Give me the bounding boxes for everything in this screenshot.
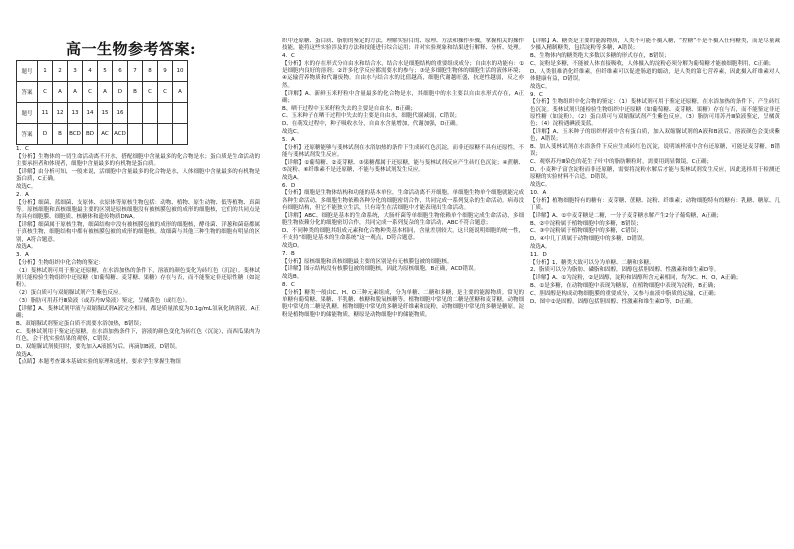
table-cell: 13 — [68, 103, 83, 124]
table-row — [17, 61, 188, 82]
paragraph: 【详解】ABC、细胞是基本的生命系统，大肠杆菌等单细胞生物依赖单个细胞完成生命活动，多细胞生物依赖分化的细胞密切合作，共同完成一系列复杂的生命活动，ABC不符合题意； — [282, 212, 524, 227]
table-cell: 3 — [68, 61, 83, 82]
table-cell: 题号 — [17, 103, 38, 124]
table-cell: 5 — [98, 61, 113, 82]
table-cell — [158, 124, 173, 145]
table-cell: 10 — [173, 61, 188, 82]
paragraph: 【详解】①葡萄糖、②麦芽糖、③果糖都属于还原糖，能与斐林试剂反应产生砖红色沉淀；④蔗糖、⑤淀粉、⑥纤维素不是还原糖，不能与斐林试剂发生反应。 — [282, 159, 524, 174]
paragraph: 故选C。 — [530, 83, 551, 90]
paragraph: （2）蛋白质可与双缩脲试剂产生紫色反应。 — [16, 290, 125, 297]
paragraph: 故选B。 — [282, 274, 303, 281]
paragraph: 故选C。 — [530, 182, 551, 189]
paragraph: 11．D — [530, 251, 547, 258]
table-row — [17, 124, 188, 145]
table-cell: C — [38, 82, 53, 103]
table-cell: A — [53, 82, 68, 103]
table-cell: 7 — [128, 61, 143, 82]
paragraph: B、晒干过程中玉米籽粒失去的主要是自由水，B正确； — [282, 105, 417, 112]
table-cell: A — [68, 82, 83, 103]
paragraph: B、加入斐林试剂在水浴条件下反应生成砖红色沉淀，说明该样液中含有还原糖，可能是麦芽糖，B错误； — [530, 144, 780, 158]
paragraph: 3．A — [16, 252, 29, 259]
table-cell: ACD — [113, 124, 128, 145]
table-cell — [128, 103, 143, 124]
paragraph: 故选D。 — [282, 243, 303, 250]
paragraph: 故选A。 — [16, 244, 37, 251]
paragraph: 【详解】细菌属于原核生物，细菌结构中没有被核膜包被的成形的细胞核，酵母菌、洋葱和菌菇都属于真核生物，细胞结构中都有被核膜包被的成形的细胞核。故细菌与其他三种生物的细胞有明显的区别，A符合题意。 — [16, 221, 260, 243]
table-cell — [173, 103, 188, 124]
paragraph: D、小麦种子富含淀粉而非还原糖，需要将淀粉水解后才能与斐林试剂发生反应，因此选择用于检测还原糖的实验材料不合适，D错误。 — [530, 167, 780, 181]
paragraph: 【详解】A、糖类是主要的能源物质，人类不可能不摄入糖，“控糖”不是不摄入任何糖类，而是尽量减少摄入精制糖类，包括淀粉等多糖，A错误； — [530, 38, 780, 52]
paragraph: 9．C — [530, 91, 543, 98]
paragraph: C、观察苏丹Ⅲ染色的花生子叶中的脂肪颗粒时，需要用到显微镜，C正确； — [530, 159, 712, 166]
table-cell: A — [173, 82, 188, 103]
table-cell — [143, 103, 158, 124]
paragraph: 7．B — [282, 250, 295, 257]
table-cell: 15 — [98, 103, 113, 124]
paragraph: D、双缩脲试剂使用时，要先加入A液摇匀后，再滴加B液，D错误。 — [16, 343, 181, 350]
table-cell: 16 — [113, 103, 128, 124]
paragraph: C、淀粉是多糖，不能被人体直接吸收，人体摄入的淀粉必须分解为葡萄糖才能被细胞利用，C正确； — [530, 60, 775, 67]
paragraph: 【详解】A、斐林试剂甲液与双缩脲试剂A液完全相同，都是质量浓度为0.1g/mL氢氧化钠溶液，A正确； — [16, 305, 260, 320]
paragraph: 【分析】原核细胞和真核细胞最主要的区别是有无核膜包被的细胞核。 — [282, 258, 453, 265]
paragraph: 5．A — [282, 136, 295, 143]
column-2 — [282, 38, 524, 543]
table-cell: 2 — [53, 61, 68, 82]
paragraph: 2．A — [16, 191, 29, 198]
table-cell: D — [113, 82, 128, 103]
paragraph: 2、脂质可以分为脂肪、磷脂和固醇，固醇包括胆固醇、性激素和维生素D等。 — [530, 267, 720, 274]
paragraph: B、②中淀粉属于植物细胞中的多糖，B错误； — [530, 220, 642, 227]
table-cell: BD — [83, 124, 98, 145]
paragraph: D、人类很难消化纤维素，但纤维素可以促进肠道的蠕动，是人类的第七营养素，因此摄入纤维素对人体健康有益，D错误。 — [530, 68, 780, 82]
paragraph: 故选A。 — [16, 351, 37, 358]
paragraph: D、图中②是固醇，固醇包括胆固醇、性激素和维生素D等，D正确。 — [530, 298, 697, 305]
paragraph: 6．D — [282, 182, 296, 189]
table-cell — [143, 124, 158, 145]
table-cell: 答案 — [17, 124, 38, 145]
paragraph: C、斐林试剂用于鉴定还原糖，在水浴加热条件下，溶液的颜色变化为砖红色（沉淀），而西瓜果肉为红色，会干扰实验结果的观察，C错误； — [16, 328, 260, 342]
paragraph: D、在萌发过程中，种子吸收水分，自由水含量增加，代谢加强，D正确。 — [282, 121, 461, 128]
paragraph: C、③中淀粉属于植物细胞中的多糖，C错误； — [530, 228, 642, 235]
paragraph: 故选A。 — [282, 174, 303, 181]
answer-table — [16, 60, 188, 145]
table-row — [17, 103, 188, 124]
paragraph: 故选A。 — [530, 244, 551, 251]
paragraph: 【分析】生物组织中化合物的鉴定： — [16, 259, 105, 266]
paragraph: 【分析】1、糖类大致可以分为单糖、二糖和多糖。 — [530, 259, 655, 266]
paragraph: 8．C — [282, 282, 295, 288]
table-cell: C — [158, 82, 173, 103]
paragraph: 1．C — [16, 146, 29, 152]
paragraph: 【详解】A、①中麦芽糖是二糖，一分子麦芽糖水解产生2分子葡萄糖，A正确； — [530, 212, 722, 219]
paragraph: 【详解】图示结构没有核膜包被的细胞核，因此为原核细胞，B正确，ACD错误。 — [282, 266, 480, 273]
table-cell: C — [143, 82, 158, 103]
column-3 — [530, 38, 780, 543]
paragraph: 【详解】A、新鲜玉米籽粒中含量最多的化合物是水，其细胞中的水主要以自由水形式存在，A正确； — [282, 90, 524, 104]
table-cell: 12 — [53, 103, 68, 124]
paragraph: （3）脂肪可用苏丹Ⅲ染液（或苏丹Ⅳ染液）鉴定，呈橘黄色（或红色）。 — [16, 297, 191, 304]
table-cell: 6 — [113, 61, 128, 82]
paragraph: 【分析】水的存在形式分自由水和结合水，结合水是细胞结构的重要组成成分；自由水的功能有：①是细胞内良好的溶剂；②许多化学反应都需要水的参与；③是多细胞生物体的细胞生活的液体环境；④运输营养物质和代谢废物。自由水与结合水的比值越高，细胞代谢越旺盛，抗逆性越弱，反之亦然。 — [282, 60, 524, 89]
paragraph: 4．C — [282, 53, 295, 60]
column-1 — [16, 146, 260, 543]
paragraph: B、双缩脲试剂鉴定蛋白质不需要水浴加热，B错误； — [16, 320, 145, 327]
paragraph: 【分析】还原糖能够与斐林试剂在水浴加热的条件下生成砖红色沉淀，而非还原糖不具有还原性，不能与斐林试剂发生反应。 — [282, 144, 524, 158]
table-cell — [128, 124, 143, 145]
paragraph: D、不同种类的细胞其组成元素和化合物种类基本相同，含量差别较大，这只能说明细胞的统一性，不支持“细胞是基本的生命系统”这一观点，D符合题意。 — [282, 227, 524, 242]
paragraph: 【详解】A、①为淀粉，②是固醇，淀粉和固醇所含元素相同，均为C、H、O，A正确； — [530, 275, 742, 282]
paragraph: D、④中几丁质属于动物细胞中的多糖，D错误。 — [530, 236, 648, 243]
paragraph: B、生物体内的糖类绝大多数以多糖的形式存在，B错误； — [530, 53, 670, 60]
table-cell: 答案 — [17, 82, 38, 103]
table-cell — [158, 103, 173, 124]
table-cell: 8 — [143, 61, 158, 82]
table-cell: 14 — [83, 103, 98, 124]
table-cell: 11 — [38, 103, 53, 124]
paragraph: 【分析】植物细胞特有的糖有：麦芽糖、蔗糖、淀粉、纤维素；动物细胞特有的糖有：乳糖、糖原、几丁质。 — [530, 197, 780, 212]
paragraph: B、①是多糖，在动物细胞中表现为糖原，在植物细胞中表现为淀粉，B正确； — [530, 283, 719, 289]
table-cell: B — [53, 124, 68, 145]
table-cell: BCD — [68, 124, 83, 145]
table-cell: 1 — [38, 61, 53, 82]
table-cell: 4 — [83, 61, 98, 82]
table-cell: AC — [98, 124, 113, 145]
paragraph: 【分析】细菌、蓝细菌、支原体、衣原体等原核生物包括：动物、植物、原生动物、低等植物、真菌等。原核细胞和真核细胞最主要的区别是原核细胞没有被核膜包被的成形的细胞核，它们的共同点是均具有细胞膜、细胞质、核糖体和遗传物质DNA。 — [16, 199, 260, 221]
paragraph: 故选C。 — [16, 183, 37, 190]
page-title: 高一生物参考答案: — [66, 40, 197, 58]
paragraph: C、胆固醇是构成动物细胞膜的重要成分，又参与血液中脂质的运输，C正确； — [530, 290, 720, 297]
table-cell: B — [128, 82, 143, 103]
table-cell: D — [38, 124, 53, 145]
table-cell: 题号 — [17, 61, 38, 82]
paragraph: 故选C。 — [282, 129, 303, 136]
table-row — [17, 82, 188, 103]
paragraph: （1）斐林试剂可用于鉴定还原糖，在水浴加热的条件下，溶液的颜色变化为砖红色（沉淀）。斐林试剂只能检验生物组织中还原糖（如葡萄糖、麦芽糖、果糖）存在与否，而不能鉴定非还原性糖（如淀粉）。 — [16, 267, 260, 289]
table-cell: 9 — [158, 61, 173, 82]
paragraph: 【详解】由分析可知，一般来说，活细胞中含量最多的化合物是水，人体细胞中含量最多的有机物是蛋白质，C正确。 — [16, 168, 260, 183]
table-cell: A — [98, 82, 113, 103]
paragraph: C、玉米种子在晒干过程中失去的主要是自由水，细胞代谢减弱，C错误； — [282, 113, 461, 120]
table-cell — [173, 124, 188, 145]
paragraph: 【分析】生物体的一切生命活动离不开水，搭配细胞中含量最多的化合物是水；蛋白质是生命活动的主要承担者和体现者，细胞中含量最多的有机物是蛋白质。 — [16, 153, 260, 168]
paragraph: 10．A — [530, 189, 547, 196]
table-cell: C — [83, 82, 98, 103]
paragraph: 【分析】糖类一般由C、H、O三种元素组成，分为单糖、二糖和多糖，是主要的能源物质。常见的单糖有葡萄糖、果糖、半乳糖、核糖和脱氧核糖等。植物细胞中常见的二糖是蔗糖和麦芽糖，动物细胞中常见的二糖是乳糖。植物细胞中常见的多糖是纤维素和淀粉，动物细胞中常见的多糖是糖原。淀粉是植物细胞中的储能物质，糖原是动物细胞中的储能物质。 — [282, 289, 524, 318]
paragraph: 【分析】生物组织中化合物的鉴定：（1）斐林试剂可用于鉴定还原糖，在水浴加热的条件下，产生砖红色沉淀。斐林试剂只能检验生物组织中还原糖（如葡萄糖、麦芽糖、果糖）存在与否，而不能鉴定非还原性糖（如淀粉）。（2）蛋白质可与双缩脲试剂产生紫色反应。（3）脂肪可用苏丹Ⅲ染液鉴定，呈橘黄色；（4）淀粉遇碘液变蓝。 — [530, 99, 780, 128]
paragraph: 【分析】细胞是生物体结构和功能的基本单位，生命活动离不开细胞。单细胞生物单个细胞就能完成各种生命活动，多细胞生物依赖各种分化的细胞密切合作，共同完成一系列复杂的生命活动。病毒没有细胞结构，但它不能独立生活，只有寄生在活细胞中才能表现出生命活动。 — [282, 190, 524, 212]
paragraph: 织中还原糖、蛋白质、脂肪的鉴定的方法，理解实验目的、原理、方法和操作步骤，掌握相关的操作技能，能将这些实验涉及的方法和技能进行综合运用；并对实验现象和结果进行解释、分析、处理。 — [282, 38, 524, 52]
paragraph: 【点睛】本题考查课本基础实验的原理和选材，要求学生掌握生物组 — [16, 359, 182, 366]
paragraph: 【详解】A、玉米种子的组织样液中含有蛋白质，加入双缩脲试剂的A液和B液后，溶液颜色会变成紫色，A错误； — [530, 129, 780, 143]
